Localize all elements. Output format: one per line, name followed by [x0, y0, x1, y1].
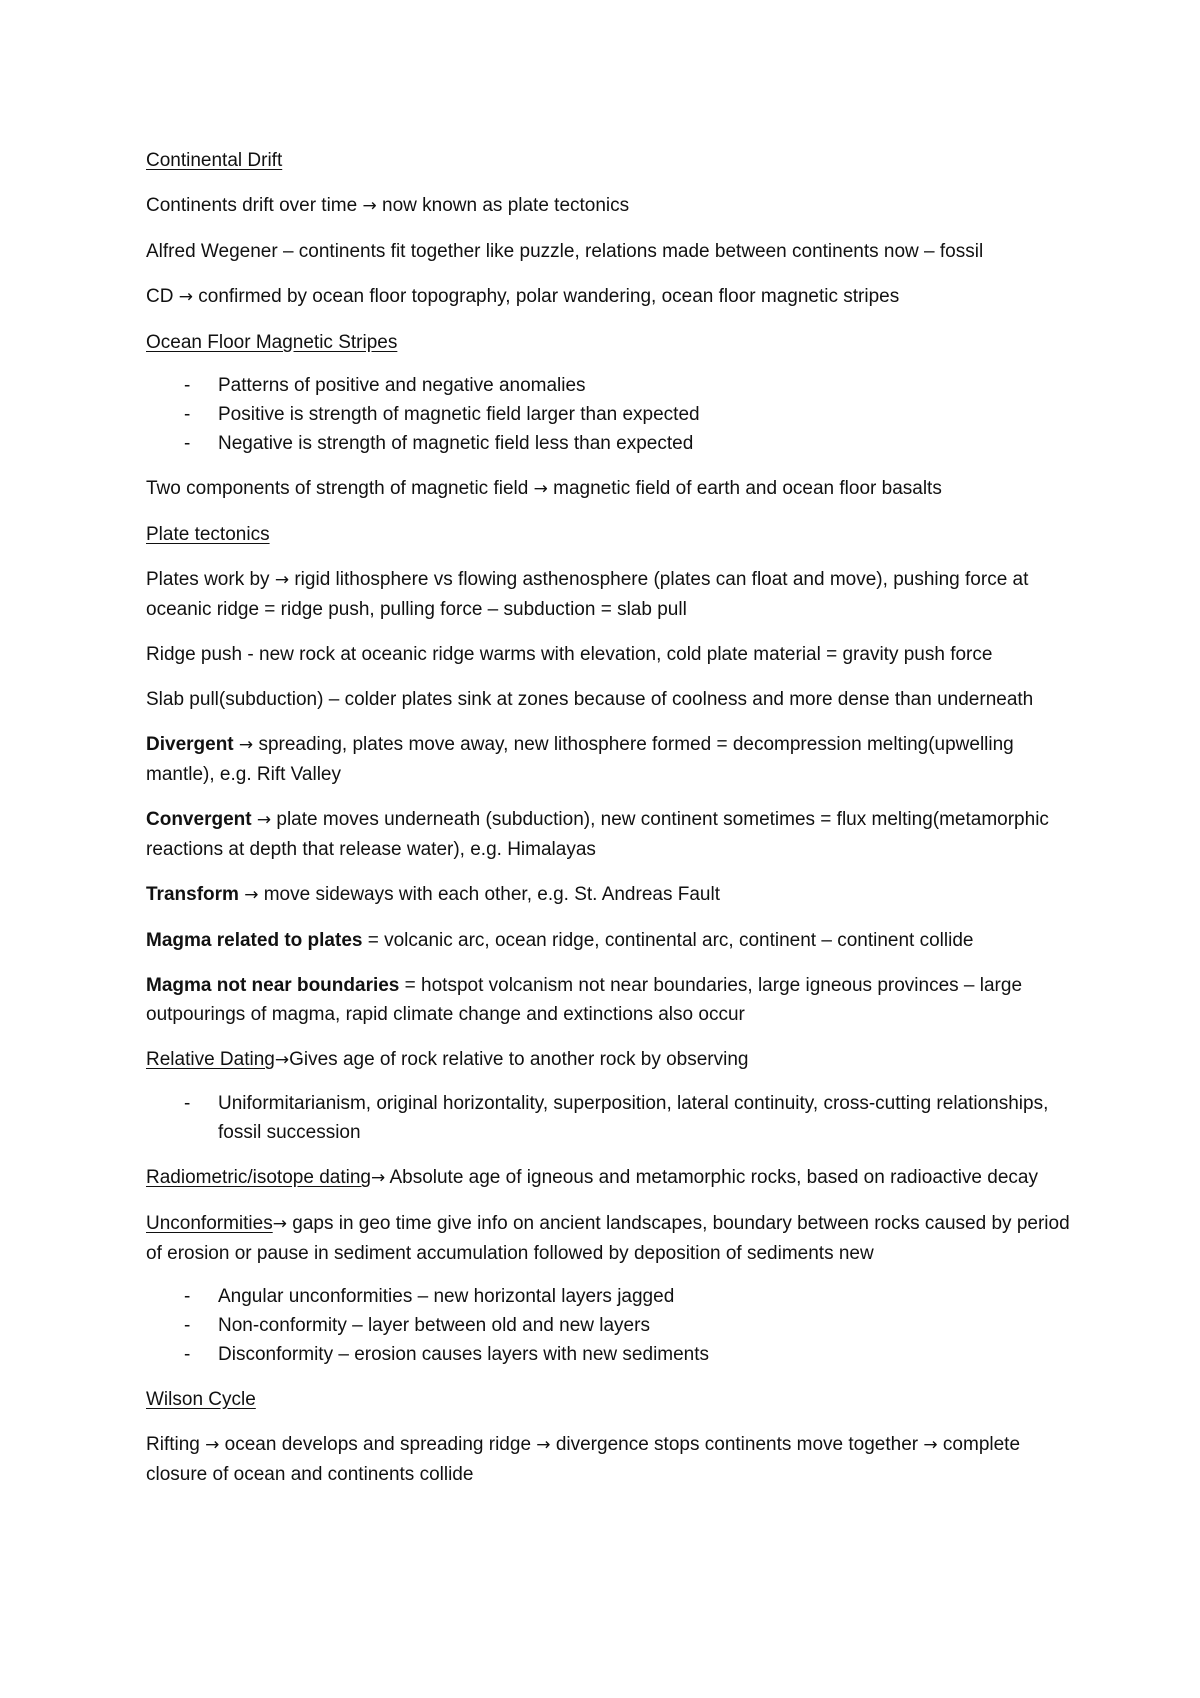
- list-item: [146, 371, 1076, 400]
- text: rigid lithosphere vs flowing asthenosphere (plates can float and move), pushing force at oceanic ridge = ridge push, pulling force – subduction = slab pull: [146, 569, 1029, 620]
- dash-bullet: -: [184, 433, 191, 454]
- dash-bullet: -: [184, 1286, 191, 1307]
- text: = volcanic arc, ocean ridge, continental arc, continent – continent collide: [367, 930, 974, 951]
- list-item: [146, 1311, 1076, 1340]
- paragraph-radiometric: [146, 1163, 1076, 1193]
- text: Absolute age of igneous and metamorphic rocks, based on radioactive decay: [389, 1167, 1038, 1188]
- dash-bullet: -: [184, 1344, 191, 1365]
- unconformities-list: [146, 1282, 1076, 1369]
- text: Two components of strength of magnetic field: [146, 478, 529, 499]
- relative-dating-list: [146, 1089, 1076, 1147]
- heading-continental-drift: Continental Drift: [146, 150, 283, 171]
- list-item-text: Negative is strength of magnetic field less than expected: [218, 433, 694, 454]
- term-magma-not-near: Magma not near boundaries: [146, 975, 400, 996]
- arrow-icon: →: [274, 1050, 290, 1070]
- text: complete closure of ocean and continents collide: [146, 1434, 1021, 1485]
- term-radiometric: Radiometric/isotope dating: [146, 1167, 371, 1188]
- arrow-icon: →: [362, 196, 377, 216]
- list-item: [146, 1089, 1076, 1147]
- text: confirmed by ocean floor topography, polar wandering, ocean floor magnetic stripes: [198, 286, 900, 307]
- arrow-icon: →: [272, 1214, 287, 1234]
- list-item-text: Patterns of positive and negative anomalies: [218, 375, 586, 396]
- term-transform: Transform: [146, 884, 239, 905]
- paragraph-magma-plates: [146, 926, 1076, 955]
- arrow-icon: →: [205, 1435, 220, 1455]
- term-magma-plates: Magma related to plates: [146, 930, 363, 951]
- list-item: [146, 429, 1076, 458]
- list-item: [146, 1340, 1076, 1369]
- list-item: [146, 1282, 1076, 1311]
- paragraph-magma-not-near: [146, 971, 1076, 1029]
- list-item-text: Uniformitarianism, original horizontality, superposition, lateral continuity, cross-cutting relationships, fossil succession: [218, 1093, 1049, 1143]
- paragraph-plates-work: [146, 565, 1076, 624]
- magnetic-stripes-list: [146, 371, 1076, 458]
- paragraph-divergent: [146, 730, 1076, 789]
- heading-plate-tectonics: Plate tectonics: [146, 524, 270, 545]
- text: divergence stops continents move together: [555, 1434, 919, 1455]
- list-item-text: Positive is strength of magnetic field larger than expected: [218, 404, 700, 425]
- arrow-icon: →: [238, 735, 254, 755]
- text: plate moves underneath (subduction), new continent sometimes = flux melting(metamorphic reactions at depth that release water), e.g. Himalayas: [146, 809, 1049, 860]
- term-unconformities: Unconformities: [146, 1213, 273, 1234]
- arrow-icon: →: [370, 1168, 386, 1188]
- document-page: [146, 146, 1076, 1505]
- paragraph-slab-pull: Slab pull(subduction) – colder plates sink at zones because of coolness and more dense than underneath: [146, 689, 1034, 710]
- paragraph-wilson-cycle: [146, 1430, 1076, 1489]
- list-item-text: Non-conformity – layer between old and new layers: [218, 1315, 650, 1336]
- dash-bullet: -: [184, 1315, 191, 1336]
- arrow-icon: →: [256, 810, 272, 830]
- paragraph-ridge-push: Ridge push - new rock at oceanic ridge warms with elevation, cold plate material = gravity push force: [146, 644, 993, 665]
- text: spreading, plates move away, new lithosphere formed = decompression melting(upwelling mantle), e.g. Rift Valley: [146, 734, 1014, 785]
- paragraph-continents-drift: [146, 191, 1076, 221]
- arrow-icon: →: [274, 570, 290, 590]
- paragraph-convergent: [146, 805, 1076, 864]
- paragraph-unconformities: [146, 1209, 1076, 1268]
- heading-magnetic-stripes: Ocean Floor Magnetic Stripes: [146, 332, 398, 353]
- dash-bullet: -: [184, 1093, 191, 1114]
- paragraph-cd-confirmed: [146, 282, 1076, 312]
- dash-bullet: -: [184, 404, 191, 425]
- arrow-icon: →: [244, 885, 259, 905]
- text: CD: [146, 286, 174, 307]
- list-item-text: Angular unconformities – new horizontal layers jagged: [218, 1286, 675, 1307]
- text: Continents drift over time: [146, 195, 358, 216]
- arrow-icon: →: [178, 287, 193, 307]
- list-item: [146, 400, 1076, 429]
- term-relative-dating: Relative Dating: [146, 1049, 275, 1070]
- text: = hotspot volcanism not near boundaries, large igneous provinces – large outpourings of magma, rapid climate change and extinctions also occur: [146, 975, 1023, 1025]
- list-item-text: Disconformity – erosion causes layers with new sediments: [218, 1344, 710, 1365]
- term-convergent: Convergent: [146, 809, 252, 830]
- arrow-icon: →: [533, 479, 548, 499]
- text: gaps in geo time give info on ancient landscapes, boundary between rocks caused by period of erosion or pause in sediment accumulation followed by deposition of sediments new: [146, 1213, 1070, 1264]
- text: magnetic field of earth and ocean floor basalts: [553, 478, 942, 499]
- paragraph-two-components: [146, 474, 1076, 504]
- paragraph-wegener: Alfred Wegener – continents fit together like puzzle, relations made between continents now – fossil: [146, 241, 984, 262]
- text: now known as plate tectonics: [382, 195, 630, 216]
- paragraph-transform: [146, 880, 1076, 910]
- dash-bullet: -: [184, 375, 191, 396]
- arrow-icon: →: [536, 1435, 551, 1455]
- text: Gives age of rock relative to another rock by observing: [289, 1049, 749, 1070]
- arrow-icon: →: [923, 1435, 938, 1455]
- paragraph-relative-dating: [146, 1045, 1076, 1075]
- text: Plates work by: [146, 569, 270, 590]
- term-divergent: Divergent: [146, 734, 234, 755]
- text: Rifting: [146, 1434, 200, 1455]
- heading-wilson-cycle: Wilson Cycle: [146, 1389, 256, 1410]
- text: ocean develops and spreading ridge: [224, 1434, 532, 1455]
- text: move sideways with each other, e.g. St. Andreas Fault: [263, 884, 720, 905]
